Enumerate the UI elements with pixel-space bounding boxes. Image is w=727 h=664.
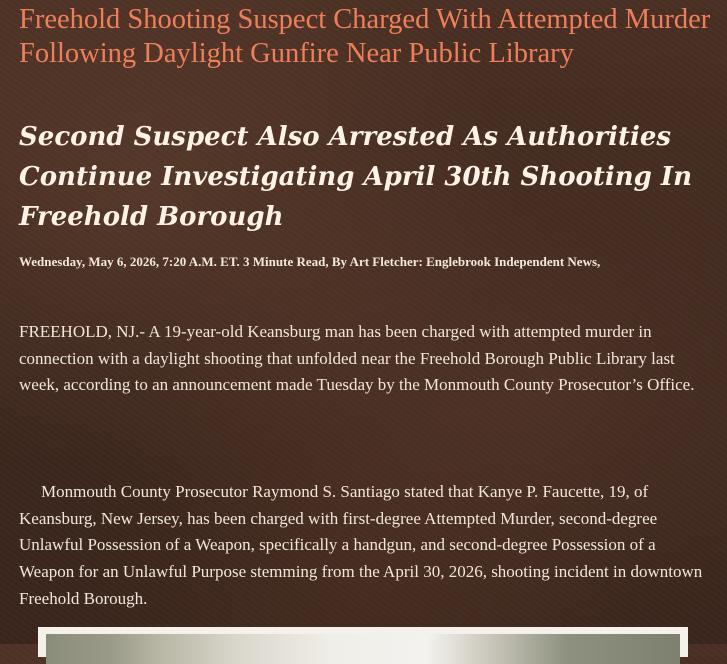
article-byline: Wednesday, May 6, 2026, 7:20 A.M. ET. 3 Minute Read, By Art Fletcher: Englebrook Independent News, — [19, 254, 601, 269]
article-photo — [46, 634, 680, 664]
article-headline: Freehold Shooting Suspect Charged With Attempted Murder Following Daylight Gunfire Near Public Library — [19, 4, 711, 69]
article-paragraph: Monmouth County Prosecutor Raymond S. Santiago stated that Kanye P. Faucette, 19, of Keansburg, New Jersey, has been charged with first-degree Attempted Murder, second-degree Unlawful Possession of a Weapon, specifically a handgun, and second-degree Possession of a Weapon for an Unlawful Purpose stemming from the April 30, 2026, shooting incident in downtown Freehold Borough. — [19, 482, 703, 608]
article-photo-frame — [38, 627, 688, 657]
article-subheadline: Second Suspect Also Arrested As Authorities Continue Investigating April 30th Shooting In Freehold Borough — [19, 122, 692, 232]
article-paragraph: FREEHOLD, NJ.- A 19-year-old Keansburg man has been charged with attempted murder in connection with a daylight shooting that unfolded near the Freehold Borough Public Library last week, according to an announcement made Tuesday by the Monmouth County Prosecutor’s Office. — [19, 322, 695, 395]
